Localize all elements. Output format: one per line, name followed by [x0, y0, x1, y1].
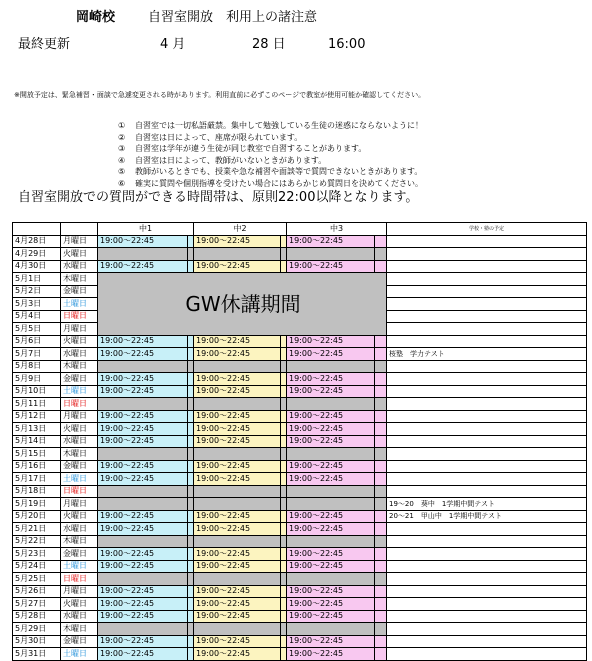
slot-c3-sep: [375, 510, 387, 523]
slot-c1: 19:00～22:45: [98, 410, 188, 423]
row-date: 5月10日: [13, 385, 61, 398]
closed-c3-sep: [375, 448, 387, 461]
row-date: 5月1日: [13, 273, 61, 286]
slot-c3-sep: [375, 598, 387, 611]
slot-c2: 19:00～22:45: [194, 348, 281, 361]
question-time-notice: 自習室開放での質問ができる時間帯は、原則22:00以降となります。: [18, 190, 419, 205]
row-event: [387, 373, 587, 386]
table-row: [13, 460, 587, 473]
row-date: 5月6日: [13, 335, 61, 348]
slot-c1: 19:00～22:45: [98, 435, 188, 448]
row-event: [387, 560, 587, 573]
row-weekday: 土曜日: [61, 560, 98, 573]
slot-c1: 19:00～22:45: [98, 585, 188, 598]
rule-number: ②: [118, 132, 126, 142]
table-row: [13, 648, 587, 661]
row-event: [387, 535, 587, 548]
closed-c1: [98, 448, 188, 461]
rule-text: 自習室は学年が違う生徒が同じ教室で自習することがあります。: [135, 144, 367, 154]
slot-c3: 19:00～22:45: [287, 435, 375, 448]
slot-c3: 19:00～22:45: [287, 548, 375, 561]
rule-item: [118, 155, 326, 167]
table-row: [13, 398, 587, 411]
table-row: [13, 523, 587, 536]
rule-text: 自習室は日によって、教師がいないときがあります。: [135, 155, 327, 165]
slot-c2: 19:00～22:45: [194, 560, 281, 573]
rule-item: [118, 143, 366, 155]
row-weekday: 月曜日: [61, 410, 98, 423]
slot-c3: 19:00～22:45: [287, 335, 375, 348]
table-row: [13, 585, 587, 598]
row-weekday: 火曜日: [61, 510, 98, 523]
slot-c2: 19:00～22:45: [194, 648, 281, 661]
row-event: [387, 423, 587, 436]
row-weekday: 金曜日: [61, 460, 98, 473]
table-row: [13, 560, 587, 573]
row-event: [387, 573, 587, 586]
closed-c2: [194, 535, 281, 548]
row-event: [387, 635, 587, 648]
closed-c3: [287, 623, 375, 636]
slot-c2: 19:00～22:45: [194, 548, 281, 561]
slot-c1: 19:00～22:45: [98, 423, 188, 436]
slot-c3-sep: [375, 260, 387, 273]
table-row: [13, 598, 587, 611]
row-date: 5月16日: [13, 460, 61, 473]
row-weekday: 土曜日: [61, 385, 98, 398]
table-row: [13, 448, 587, 461]
slot-c3: 19:00～22:45: [287, 610, 375, 623]
row-date: 4月28日: [13, 235, 61, 248]
row-date: 5月19日: [13, 498, 61, 511]
rule-text: 確実に質問や個別指導を受けたい場合にはあらかじめ質問日を決めてください。: [135, 179, 423, 188]
slot-c2: 19:00～22:45: [194, 373, 281, 386]
row-event: [387, 623, 587, 636]
slot-c2: 19:00～22:45: [194, 510, 281, 523]
slot-c3-sep: [375, 473, 387, 486]
slot-c3-sep: [375, 560, 387, 573]
row-event: [387, 285, 587, 298]
closed-c2: [194, 573, 281, 586]
slot-c1: 19:00～22:45: [98, 335, 188, 348]
table-row: [13, 498, 587, 511]
slot-c2: 19:00～22:45: [194, 335, 281, 348]
page-title: 自習室開放 利用上の諸注意: [148, 10, 318, 25]
closed-c1: [98, 573, 188, 586]
closed-c3-sep: [375, 248, 387, 261]
closed-c1: [98, 398, 188, 411]
closed-c3: [287, 398, 375, 411]
row-weekday: 金曜日: [61, 285, 98, 298]
header-grade1: 中1: [98, 223, 194, 236]
rule-text: 教師がいるときでも、授業や急な補習や面談等で質問できないときがあります。: [135, 167, 423, 177]
slot-c1: 19:00～22:45: [98, 235, 188, 248]
row-date: 5月15日: [13, 448, 61, 461]
updated-day: 28 日: [252, 37, 286, 52]
slot-c3: 19:00～22:45: [287, 473, 375, 486]
closed-c3: [287, 535, 375, 548]
row-weekday: 日曜日: [61, 485, 98, 498]
slot-c2: 19:00～22:45: [194, 235, 281, 248]
row-weekday: 月曜日: [61, 235, 98, 248]
row-date: 5月22日: [13, 535, 61, 548]
slot-c3: 19:00～22:45: [287, 260, 375, 273]
closed-c1: [98, 623, 188, 636]
row-date: 5月26日: [13, 585, 61, 598]
row-weekday: 水曜日: [61, 348, 98, 361]
table-row: [13, 248, 587, 261]
slot-c2: 19:00～22:45: [194, 423, 281, 436]
row-date: 5月8日: [13, 360, 61, 373]
slot-c2: 19:00～22:45: [194, 435, 281, 448]
rule-item: [118, 120, 423, 132]
slot-c3: 19:00～22:45: [287, 460, 375, 473]
updated-month: 4 月: [160, 37, 186, 52]
row-date: 5月12日: [13, 410, 61, 423]
table-row: [13, 535, 587, 548]
updated-time: 16:00: [328, 37, 366, 52]
slot-c1: 19:00～22:45: [98, 635, 188, 648]
rule-text: 自習室は日によって、座席が限られています。: [135, 132, 303, 142]
table-row: [13, 548, 587, 561]
slot-c3: 19:00～22:45: [287, 560, 375, 573]
row-weekday: 土曜日: [61, 298, 98, 311]
table-header-row: [13, 223, 587, 236]
row-weekday: 金曜日: [61, 548, 98, 561]
table-row: [13, 410, 587, 423]
row-weekday: 水曜日: [61, 260, 98, 273]
row-weekday: 火曜日: [61, 335, 98, 348]
row-weekday: 木曜日: [61, 535, 98, 548]
slot-c1: 19:00～22:45: [98, 373, 188, 386]
row-event: [387, 298, 587, 311]
slot-c3: 19:00～22:45: [287, 348, 375, 361]
slot-c3-sep: [375, 385, 387, 398]
row-event: [387, 260, 587, 273]
closed-c3: [287, 360, 375, 373]
slot-c3: 19:00～22:45: [287, 523, 375, 536]
row-event: 19～20 葵中 1学期中間テスト: [387, 498, 587, 511]
row-weekday: 日曜日: [61, 310, 98, 323]
rule-number: ④: [118, 155, 126, 165]
row-event: [387, 435, 587, 448]
slot-c3: 19:00～22:45: [287, 635, 375, 648]
row-date: 5月27日: [13, 598, 61, 611]
slot-c3-sep: [375, 460, 387, 473]
row-weekday: 土曜日: [61, 473, 98, 486]
row-date: 5月17日: [13, 473, 61, 486]
slot-c3: 19:00～22:45: [287, 423, 375, 436]
closed-c3-sep: [375, 573, 387, 586]
closed-c3: [287, 498, 375, 511]
closed-c3-sep: [375, 498, 387, 511]
closed-c1: [98, 485, 188, 498]
row-event: [387, 610, 587, 623]
header-grade2: 中2: [194, 223, 287, 236]
row-event: [387, 360, 587, 373]
slot-c3: 19:00～22:45: [287, 585, 375, 598]
row-event: [387, 648, 587, 661]
row-event: 20～21 甲山中 1学期中間テスト: [387, 510, 587, 523]
row-event: [387, 460, 587, 473]
slot-c1: 19:00～22:45: [98, 598, 188, 611]
row-event: [387, 485, 587, 498]
row-weekday: 水曜日: [61, 435, 98, 448]
row-event: [387, 235, 587, 248]
row-event: [387, 248, 587, 261]
slot-c1: 19:00～22:45: [98, 548, 188, 561]
rule-number: ①: [118, 121, 126, 130]
slot-c2: 19:00～22:45: [194, 585, 281, 598]
notice-text: ※開放予定は、緊急補習・面談で急遽変更される時があります。利用直前に必ずこのページで教室が使用可能か確認してください。: [14, 91, 426, 99]
row-event: [387, 523, 587, 536]
closed-c1: [98, 360, 188, 373]
slot-c1: 19:00～22:45: [98, 348, 188, 361]
table-row: [13, 235, 587, 248]
slot-c1: 19:00～22:45: [98, 460, 188, 473]
row-event: [387, 410, 587, 423]
slot-c2: 19:00～22:45: [194, 410, 281, 423]
row-weekday: 水曜日: [61, 523, 98, 536]
slot-c3-sep: [375, 435, 387, 448]
row-date: 5月21日: [13, 523, 61, 536]
slot-c3-sep: [375, 335, 387, 348]
row-event: [387, 473, 587, 486]
table-row: [13, 610, 587, 623]
row-weekday: 火曜日: [61, 423, 98, 436]
closed-c2: [194, 360, 281, 373]
slot-c3-sep: [375, 610, 387, 623]
table-row: [13, 623, 587, 636]
slot-c3: 19:00～22:45: [287, 235, 375, 248]
row-date: 5月18日: [13, 485, 61, 498]
row-weekday: 月曜日: [61, 585, 98, 598]
row-weekday: 日曜日: [61, 573, 98, 586]
row-date: 5月11日: [13, 398, 61, 411]
row-event: [387, 548, 587, 561]
slot-c2: 19:00～22:45: [194, 260, 281, 273]
slot-c3-sep: [375, 235, 387, 248]
slot-c1: 19:00～22:45: [98, 510, 188, 523]
closed-c1: [98, 498, 188, 511]
row-date: 5月20日: [13, 510, 61, 523]
closed-c2: [194, 398, 281, 411]
rule-number: ⑤: [118, 167, 126, 177]
row-event: [387, 448, 587, 461]
closed-c3-sep: [375, 535, 387, 548]
slot-c3-sep: [375, 423, 387, 436]
closed-c2: [194, 485, 281, 498]
table-row: [13, 348, 587, 361]
table-row: [13, 373, 587, 386]
row-event: [387, 398, 587, 411]
row-date: 5月31日: [13, 648, 61, 661]
row-event: [387, 310, 587, 323]
rule-item: [118, 178, 423, 190]
closed-c3-sep: [375, 398, 387, 411]
slot-c1: 19:00～22:45: [98, 385, 188, 398]
slot-c3-sep: [375, 585, 387, 598]
slot-c3: 19:00～22:45: [287, 385, 375, 398]
table-row: [13, 473, 587, 486]
row-event: [387, 323, 587, 336]
closed-c3: [287, 248, 375, 261]
slot-c1: 19:00～22:45: [98, 473, 188, 486]
slot-c2: 19:00～22:45: [194, 598, 281, 611]
closed-c3-sep: [375, 485, 387, 498]
slot-c1: 19:00～22:45: [98, 523, 188, 536]
rule-item: [118, 132, 302, 144]
slot-c3: 19:00～22:45: [287, 598, 375, 611]
slot-c2: 19:00～22:45: [194, 610, 281, 623]
row-date: 5月30日: [13, 635, 61, 648]
table-row: [13, 273, 587, 286]
row-date: 4月30日: [13, 260, 61, 273]
row-weekday: 木曜日: [61, 273, 98, 286]
slot-c3: 19:00～22:45: [287, 648, 375, 661]
table-row: [13, 423, 587, 436]
table-row: [13, 260, 587, 273]
school-name: 岡崎校: [76, 10, 116, 25]
closed-c3-sep: [375, 360, 387, 373]
closed-c3-sep: [375, 623, 387, 636]
slot-c3: 19:00～22:45: [287, 510, 375, 523]
row-weekday: 木曜日: [61, 360, 98, 373]
slot-c3-sep: [375, 548, 387, 561]
row-date: 5月29日: [13, 623, 61, 636]
slot-c2: 19:00～22:45: [194, 473, 281, 486]
table-row: [13, 335, 587, 348]
gw-closed-block: GW休講期間: [98, 273, 387, 336]
updated-label: 最終更新: [18, 37, 71, 52]
row-date: 5月25日: [13, 573, 61, 586]
table-row: [13, 510, 587, 523]
slot-c1: 19:00～22:45: [98, 560, 188, 573]
row-weekday: 木曜日: [61, 623, 98, 636]
row-date: 5月13日: [13, 423, 61, 436]
row-weekday: 日曜日: [61, 398, 98, 411]
row-weekday: 金曜日: [61, 373, 98, 386]
row-date: 5月14日: [13, 435, 61, 448]
table-row: [13, 435, 587, 448]
slot-c2: 19:00～22:45: [194, 523, 281, 536]
slot-c1: 19:00～22:45: [98, 648, 188, 661]
closed-c2: [194, 448, 281, 461]
row-date: 5月5日: [13, 323, 61, 336]
slot-c3-sep: [375, 373, 387, 386]
slot-c3-sep: [375, 348, 387, 361]
slot-c2: 19:00～22:45: [194, 385, 281, 398]
closed-c3: [287, 485, 375, 498]
table-row: [13, 573, 587, 586]
row-event: [387, 385, 587, 398]
table-row: [13, 360, 587, 373]
row-weekday: 金曜日: [61, 635, 98, 648]
row-event: [387, 598, 587, 611]
rule-number: ③: [118, 144, 126, 154]
rule-item: [118, 166, 422, 178]
row-date: 5月4日: [13, 310, 61, 323]
slot-c2: 19:00～22:45: [194, 635, 281, 648]
row-date: 5月2日: [13, 285, 61, 298]
slot-c1: 19:00～22:45: [98, 610, 188, 623]
rule-number: ⑥: [118, 179, 126, 188]
header-schedule-notes: 学校・塾の予定: [387, 223, 587, 236]
row-date: 5月28日: [13, 610, 61, 623]
row-weekday: 火曜日: [61, 248, 98, 261]
row-date: 5月7日: [13, 348, 61, 361]
slot-c3-sep: [375, 635, 387, 648]
table-row: [13, 635, 587, 648]
closed-c1: [98, 248, 188, 261]
row-weekday: 木曜日: [61, 448, 98, 461]
closed-c3: [287, 448, 375, 461]
row-date: 4月29日: [13, 248, 61, 261]
closed-c1: [98, 535, 188, 548]
row-event: [387, 335, 587, 348]
table-row: [13, 485, 587, 498]
row-weekday: 土曜日: [61, 648, 98, 661]
row-date: 5月23日: [13, 548, 61, 561]
header-grade3: 中3: [287, 223, 387, 236]
slot-c2: 19:00～22:45: [194, 460, 281, 473]
schedule-table: [12, 222, 587, 661]
slot-c1: 19:00～22:45: [98, 260, 188, 273]
row-weekday: 月曜日: [61, 498, 98, 511]
rule-text: 自習室では一切私語厳禁。集中して勉強している生徒の迷惑にならないように！: [135, 121, 423, 130]
row-weekday: 月曜日: [61, 323, 98, 336]
slot-c3: 19:00～22:45: [287, 373, 375, 386]
row-event: [387, 585, 587, 598]
row-weekday: 水曜日: [61, 610, 98, 623]
closed-c2: [194, 623, 281, 636]
row-event: [387, 273, 587, 286]
slot-c3-sep: [375, 523, 387, 536]
row-date: 5月9日: [13, 373, 61, 386]
row-date: 5月3日: [13, 298, 61, 311]
slot-c3-sep: [375, 410, 387, 423]
slot-c3: 19:00～22:45: [287, 410, 375, 423]
slot-c3-sep: [375, 648, 387, 661]
closed-c2: [194, 248, 281, 261]
closed-c2: [194, 498, 281, 511]
table-row: [13, 385, 587, 398]
row-weekday: 火曜日: [61, 598, 98, 611]
row-event: 桜塾 学力テスト: [387, 348, 587, 361]
row-date: 5月24日: [13, 560, 61, 573]
closed-c3: [287, 573, 375, 586]
